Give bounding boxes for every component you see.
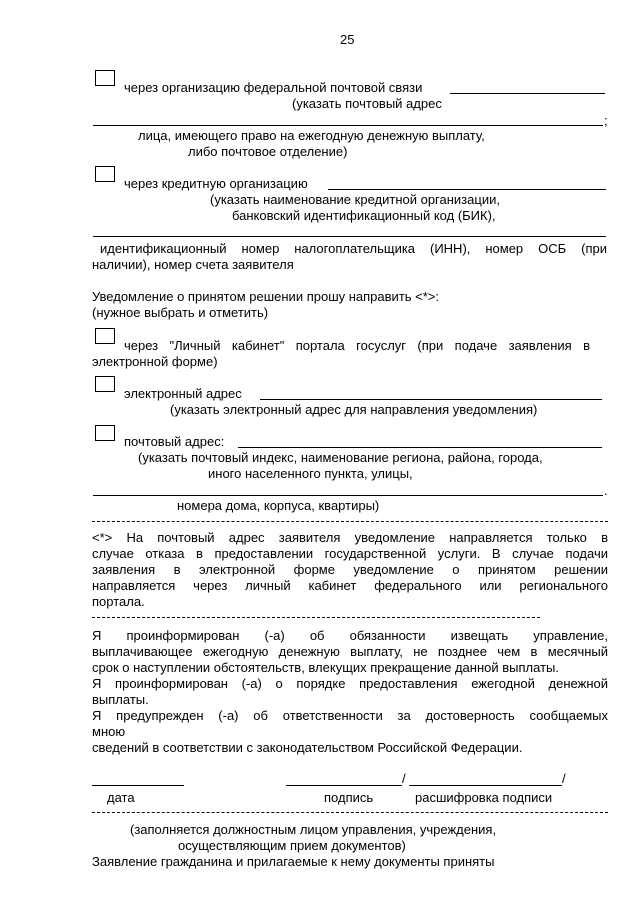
signature-slash-2: /: [562, 771, 566, 786]
postal-option-label: через организацию федеральной почтовой связи: [124, 80, 423, 95]
official-hint-2: осуществляющим прием документов): [178, 838, 406, 853]
info-line-1: Я проинформирован (-а) об обязанности извещать управление,: [92, 628, 608, 643]
info-line-4: Я проинформирован (-а) о порядке предоставления ежегодной денежной: [92, 676, 608, 691]
credit-hint-2: банковский идентификационный код (БИК),: [232, 208, 496, 223]
credit-hint-1: (указать наименование кредитной организации,: [210, 192, 500, 207]
post-checkbox[interactable]: [95, 425, 115, 441]
info-line-2: выплачивающее ежегодную денежную выплату, не позднее чем в месячный: [92, 644, 608, 659]
decode-line[interactable]: [409, 785, 562, 786]
signature-line[interactable]: [286, 785, 402, 786]
official-hint-1: (заполняется должностным лицом управления, учреждения,: [130, 822, 497, 837]
post-address-line-2[interactable]: [93, 495, 603, 496]
postal-hint-1: (указать почтовый адрес: [292, 96, 442, 111]
signature-label: подпись: [324, 790, 374, 805]
separator-1: [92, 521, 608, 522]
portal-checkbox[interactable]: [95, 328, 115, 344]
notify-instruction: (нужное выбрать и отметить): [92, 305, 269, 320]
footnote-line-3: заявления в электронной форме уведомление о принятом решении: [92, 562, 608, 577]
postal-hint-3: либо почтовое отделение): [188, 144, 348, 159]
post-hint-2: иного населенного пункта, улицы,: [208, 466, 413, 481]
postal-end-mark: ;: [604, 113, 608, 128]
footnote-line-2: случае отказа в предоставлении государственной услуги. В случае подачи: [92, 546, 608, 561]
separator-2: [92, 617, 540, 618]
email-line[interactable]: [260, 399, 602, 400]
portal-option-a: через "Личный кабинет" портала госуслуг (при подаче заявления в: [124, 338, 590, 353]
footnote-line-5: портала.: [92, 594, 145, 609]
postal-address-line[interactable]: [450, 93, 605, 94]
credit-option-label: через кредитную организацию: [124, 176, 308, 191]
info-line-7: мною: [92, 724, 126, 739]
decode-label: расшифровка подписи: [415, 790, 553, 805]
signature-slash-1: /: [402, 771, 406, 786]
email-hint: (указать электронный адрес для направления уведомления): [170, 402, 538, 417]
date-line[interactable]: [92, 785, 184, 786]
email-checkbox[interactable]: [95, 376, 115, 392]
credit-hint-3a: идентификационный номер налогоплательщика (ИНН), номер ОСБ (при: [100, 241, 607, 256]
separator-3: [92, 812, 608, 813]
portal-option-b: электронной форме): [92, 354, 218, 369]
footnote-line-4: направляется через личный кабинет федерального или регионального: [92, 578, 608, 593]
postal-hint-2: лица, имеющего право на ежегодную денежную выплату,: [138, 128, 485, 143]
info-line-5: выплаты.: [92, 692, 149, 707]
official-statement: Заявление гражданина и прилагаемые к нему документы приняты: [92, 854, 495, 869]
post-hint-3: номера дома, корпуса, квартиры): [177, 498, 380, 513]
info-line-8: сведений в соответствии с законодательством Российской Федерации.: [92, 740, 523, 755]
notify-heading: Уведомление о принятом решении прошу направить <*>:: [92, 289, 440, 304]
post-label: почтовый адрес:: [124, 434, 225, 449]
post-hint-1: (указать почтовый индекс, наименование региона, района, города,: [138, 450, 543, 465]
date-label: дата: [107, 790, 135, 805]
info-line-6: Я предупрежден (-а) об ответственности за достоверность сообщаемых: [92, 708, 608, 723]
credit-checkbox[interactable]: [95, 166, 115, 182]
info-line-3: срок о наступлении обстоятельств, влекущих прекращение данной выплаты.: [92, 660, 559, 675]
page-number: 25: [340, 32, 355, 47]
credit-hint-3b: наличии), номер счета заявителя: [92, 257, 294, 272]
credit-details-line[interactable]: [93, 236, 606, 237]
footnote-line-1: <*> На почтовый адрес заявителя уведомление направляется только в: [92, 530, 608, 545]
credit-org-line[interactable]: [328, 189, 606, 190]
email-label: электронный адрес: [124, 386, 242, 401]
post-address-line[interactable]: [238, 447, 602, 448]
postal-address-line-2[interactable]: [93, 125, 603, 126]
post-end-mark: .: [604, 483, 608, 498]
postal-checkbox[interactable]: [95, 70, 115, 86]
